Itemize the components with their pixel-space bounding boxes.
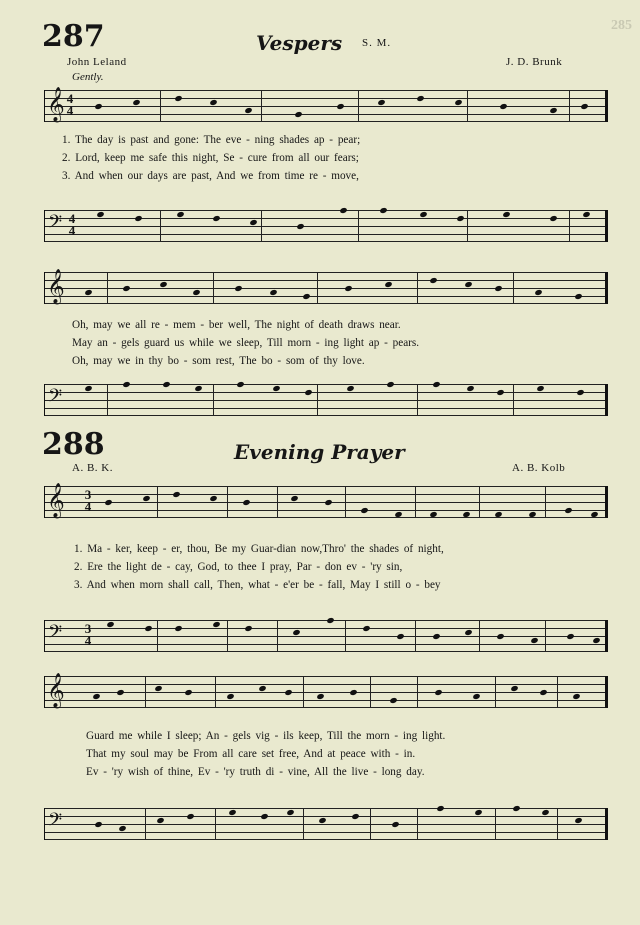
- bass-staff: [44, 808, 608, 840]
- verse-3-line-1: 3. And when our days are past, And we from time re - move,: [62, 170, 359, 182]
- hymn-number: 288: [42, 427, 105, 462]
- bass-clef-icon: 𝄢: [48, 622, 63, 647]
- verse-1-line-2: Oh, may we all re - mem - ber well, The night of death draws near.: [72, 319, 401, 331]
- verse-1-line-2: Guard me while I sleep; An - gels vig - ils keep, Till the morn - ing light.: [86, 730, 446, 742]
- bass-clef-icon: 𝄢: [48, 810, 63, 835]
- bass-clef-icon: 𝄢: [48, 386, 63, 411]
- time-signature: 3 4: [84, 621, 92, 648]
- verse-1-line-1: 1. The day is past and gone: The eve - ning shades ap - pear;: [62, 134, 361, 146]
- bleed-through-number: 285: [611, 18, 632, 33]
- author-credit: A. B. K.: [72, 462, 113, 474]
- verse-3-line-2: Oh, may we in thy bo - som rest, The bo - som of thy love.: [72, 355, 365, 367]
- hymn-title: Vespers: [256, 31, 343, 55]
- hymn-number: 287: [42, 19, 105, 54]
- time-signature: 3 4: [84, 487, 92, 514]
- verse-2-line-2: May an - gels guard us while we sleep, Till morn - ing light ap - pears.: [72, 337, 420, 349]
- treble-staff: [44, 269, 608, 304]
- tempo-marking: Gently.: [72, 71, 104, 83]
- treble-clef-icon: 𝄞: [47, 483, 65, 518]
- treble-clef-icon: 𝄞: [47, 673, 65, 708]
- author-credit: John Leland: [67, 56, 127, 68]
- treble-clef-icon: 𝄞: [47, 87, 65, 122]
- treble-clef-icon: 𝄞: [47, 269, 65, 304]
- verse-2-line-2: That my soul may be From all care set free, And at peace with - in.: [86, 748, 416, 760]
- verse-2-line-1: 2. Lord, keep me safe this night, Se - cure from all our fears;: [62, 152, 359, 164]
- bass-clef-icon: 𝄢: [48, 212, 63, 237]
- bass-staff: [44, 210, 608, 242]
- hymn-meter: S. M.: [362, 37, 392, 49]
- bass-staff: [44, 384, 608, 416]
- hymn-title: Evening Prayer: [234, 440, 405, 464]
- bass-staff: [44, 620, 608, 652]
- time-signature: 4 4: [68, 211, 76, 238]
- verse-3-line-2: Ev - 'ry wish of thine, Ev - 'ry truth di - vine, All the live - long day.: [86, 766, 425, 778]
- verse-3-line-1: 3. And when morn shall call, Then, what - e'er be - fall, May I still o - bey: [74, 579, 441, 591]
- treble-staff: [44, 673, 608, 708]
- composer-credit: A. B. Kolb: [512, 462, 566, 474]
- treble-staff: [44, 87, 608, 122]
- verse-1-line-1: 1. Ma - ker, keep - er, thou, Be my Guar-dian now,Thro' the shades of night,: [74, 543, 444, 555]
- composer-credit: J. D. Brunk: [506, 56, 563, 68]
- time-signature: 4 4: [66, 91, 74, 118]
- treble-staff: [44, 483, 608, 518]
- verse-2-line-1: 2. Ere the light de - cay, God, to thee I pray, Par - don ev - 'ry sin,: [74, 561, 403, 573]
